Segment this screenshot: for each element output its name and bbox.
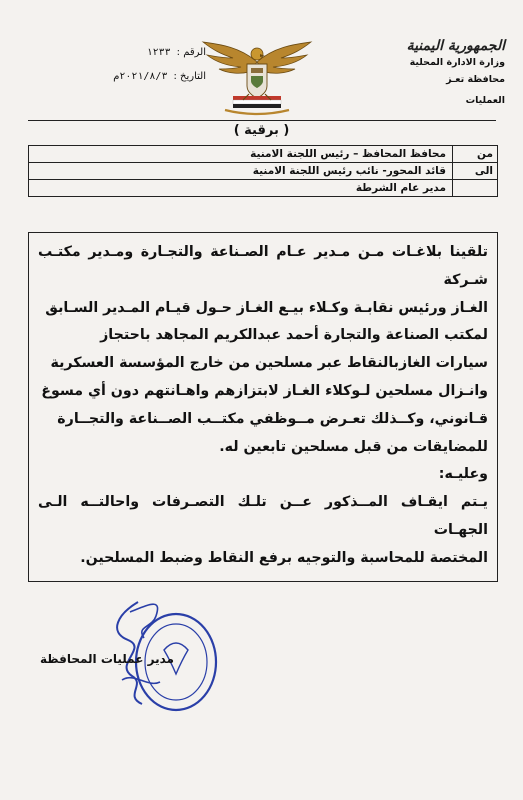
body-conclusion-heading: وعليـه: <box>438 466 488 483</box>
routing-from-label: من <box>452 146 497 162</box>
ref-number-row <box>46 40 206 64</box>
body-line: المختصة للمحاسبة والتوجيه برفع النقاط وضبط المسلحين. <box>80 549 488 566</box>
routing-from-value: محافظ المحافظ – رئيس اللجنة الامنية <box>250 148 446 160</box>
header-divider <box>28 120 496 121</box>
ministry-name: وزارة الادارة المحلية <box>409 57 505 68</box>
routing-table <box>28 145 498 197</box>
message-body <box>38 239 488 573</box>
governorate-name: محافظة تعـز <box>446 74 505 85</box>
ref-number-label: الرقم : <box>176 46 206 58</box>
yemen-eagle-emblem-icon <box>199 36 315 116</box>
signatory-title: مدير عمليات المحافظة <box>40 652 174 666</box>
date-value: ٢٠٢١/٨/٣م <box>113 70 168 82</box>
letterhead-issuer <box>355 38 505 106</box>
date-row <box>46 64 206 88</box>
body-line: سيارات الغازبالنقاط عبر مسلحين من خارج المؤسسة العسكرية <box>50 355 488 372</box>
routing-to-value-1: قائد المحور- نائب رئيس اللجنة الامنية <box>252 165 446 177</box>
routing-row-from <box>29 146 497 163</box>
routing-to-label: الى <box>452 163 497 179</box>
body-line: للمضايقات من قبل مسلحين تابعين له. <box>219 438 488 455</box>
body-line: لمكتب الصناعة والتجارة أحمد عبدالكريم المجاهد باحتجاز <box>100 327 488 344</box>
letter-reference <box>46 40 206 88</box>
date-label: التاريخ : <box>173 70 206 82</box>
routing-to-value-2: مدير عام الشرطة <box>355 182 446 194</box>
routing-to-label-empty <box>452 180 497 196</box>
body-line: وانـزال مسلحين لـوكلاء الغـاز لابتزازهم واهـانتهم دون أي مسوغ <box>41 382 488 399</box>
document-type-title: ( برقية ) <box>233 123 290 138</box>
routing-row-to-2 <box>29 180 497 196</box>
body-line: الغـاز ورئيس نقابـة وكـلاء بيـع الغـاز حـول قيـام المـدير السـابق <box>45 299 488 316</box>
routing-row-to <box>29 163 497 180</box>
ref-number-value: ١٢٣٣ <box>146 46 171 58</box>
department-name: العمليات <box>465 95 505 106</box>
body-line: تلقينا بلاغـات مـن مـدير عـام الصـناعة والتجـارة ومـدير مكتـب شـركة <box>38 244 488 288</box>
body-line: يـتم ايقـاف المــذكور عــن تلـك التصـرفات واحالتــه الـى الجهـات <box>38 494 488 538</box>
republic-name: الجمهورية اليمنية <box>406 38 505 54</box>
body-line: قـانوني، وكــذلك تعـرض مــوظفي مكتــب الصــناعة والتجــارة <box>57 410 488 427</box>
